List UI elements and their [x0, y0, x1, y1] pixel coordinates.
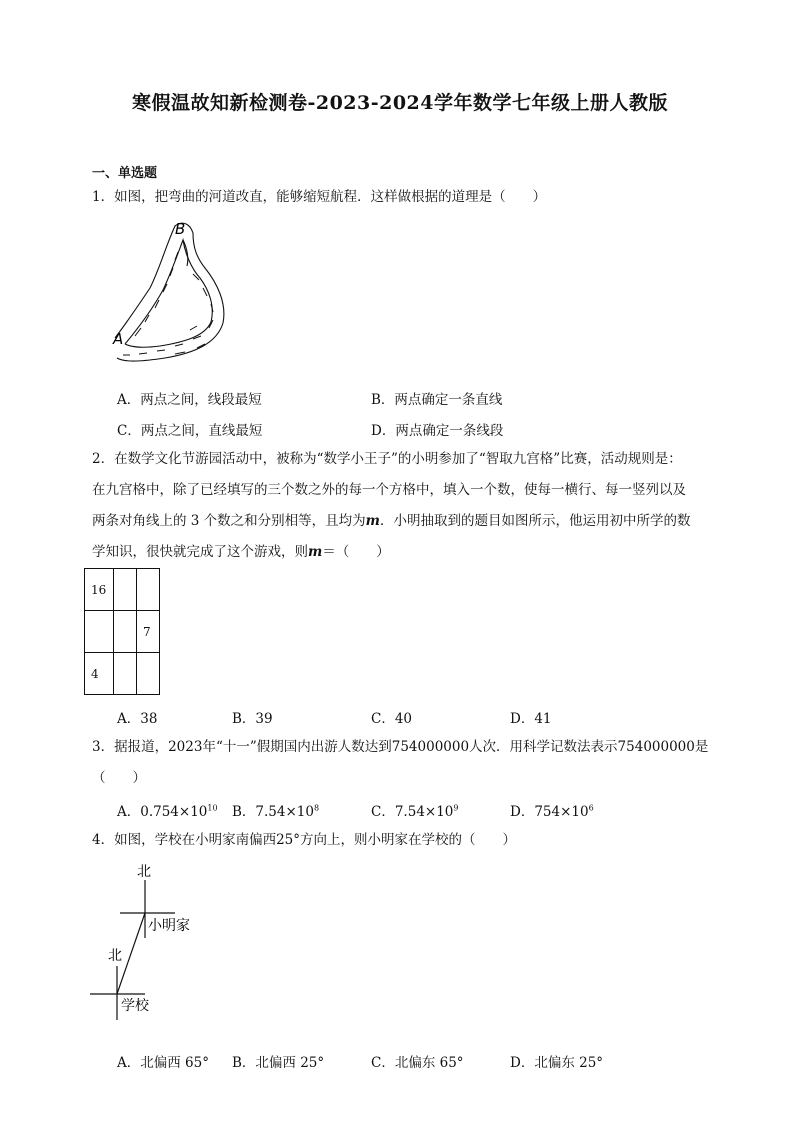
river-figure	[105, 218, 240, 378]
q3-option-c[interactable]: C．$7.54\times 10^9$	[371, 803, 459, 820]
q4-option-d[interactable]: D．北偏东 25°	[510, 1055, 604, 1071]
grid-cell	[114, 611, 137, 653]
north-label-top: 北	[137, 864, 151, 880]
north-label-bottom: 北	[108, 948, 122, 964]
magic-square-grid	[84, 568, 160, 695]
q3-option-b[interactable]: B．$7.54\times 10^8$	[232, 803, 320, 820]
question-2-line-3: 两条对角线上的 3 个数之和分别相等，且均为m．小明抽取到的题目如图所示，他运用初中所学的数	[92, 513, 691, 529]
grid-cell	[114, 653, 137, 695]
q4-option-c[interactable]: C．北偏东 65°	[371, 1055, 464, 1071]
question-2-line-2: 在九宫格中，除了已经填写的三个数之外的每一个方格中，填入一个数，使每一横行、每一竖列以及	[92, 482, 686, 498]
direction-figure	[85, 858, 215, 1038]
question-1-stem: 1．如图，把弯曲的河道改直，能够缩短航程．这样做根据的道理是（ ）	[92, 189, 547, 205]
school-label: 学校	[121, 998, 149, 1014]
grid-cell	[114, 569, 137, 611]
q1-option-c[interactable]: C．两点之间，直线最短	[117, 423, 263, 439]
question-2-line-1: 2．在数学文化节游园活动中，被称为“数学小王子”的小明参加了“智取九宫格”比赛，活动规则是：	[92, 451, 682, 467]
point-a-label: A	[113, 330, 124, 348]
point-b-label: B	[175, 220, 186, 238]
q3-option-d[interactable]: D．$754\times 10^6$	[510, 803, 594, 820]
q2-option-d[interactable]: D．41	[510, 711, 552, 727]
grid-cell	[137, 653, 160, 695]
q2-option-a[interactable]: A．38	[117, 711, 158, 727]
q4-option-a[interactable]: A．北偏西 65°	[117, 1055, 209, 1071]
page-title: 寒假温故知新检测卷-2023-2024学年数学七年级上册人教版	[131, 92, 669, 114]
section-heading: 一、单选题	[92, 166, 158, 181]
q3-option-a[interactable]: A．$0.754\times 10^{10}$	[117, 803, 218, 820]
grid-cell: 4	[85, 653, 114, 695]
q1-option-a[interactable]: A．两点之间，线段最短	[117, 392, 262, 408]
q1-option-b[interactable]: B．两点确定一条直线	[371, 392, 503, 408]
grid-cell	[85, 611, 114, 653]
q1-option-d[interactable]: D．两点确定一条线段	[371, 423, 504, 439]
question-3-line-1: 3．据报道，2023年“十一”假期国内出游人数达到754000000人次．用科学记数法表示754000000是	[92, 739, 709, 755]
grid-cell: 16	[85, 569, 114, 611]
grid-cell: 7	[137, 611, 160, 653]
q4-option-b[interactable]: B．北偏西 25°	[232, 1055, 325, 1071]
question-2-line-4: 学知识，很快就完成了这个游戏，则m＝（ ）	[92, 544, 390, 560]
question-4-stem: 4．如图，学校在小明家南偏西25°方向上，则小明家在学校的（ ）	[92, 832, 517, 848]
river-outer-bank	[115, 223, 224, 361]
question-3-line-2: （ ）	[92, 770, 146, 786]
q2-option-c[interactable]: C．40	[371, 711, 413, 727]
q2-option-b[interactable]: B．39	[232, 711, 273, 727]
home-label: 小明家	[148, 918, 190, 934]
grid-cell	[137, 569, 160, 611]
